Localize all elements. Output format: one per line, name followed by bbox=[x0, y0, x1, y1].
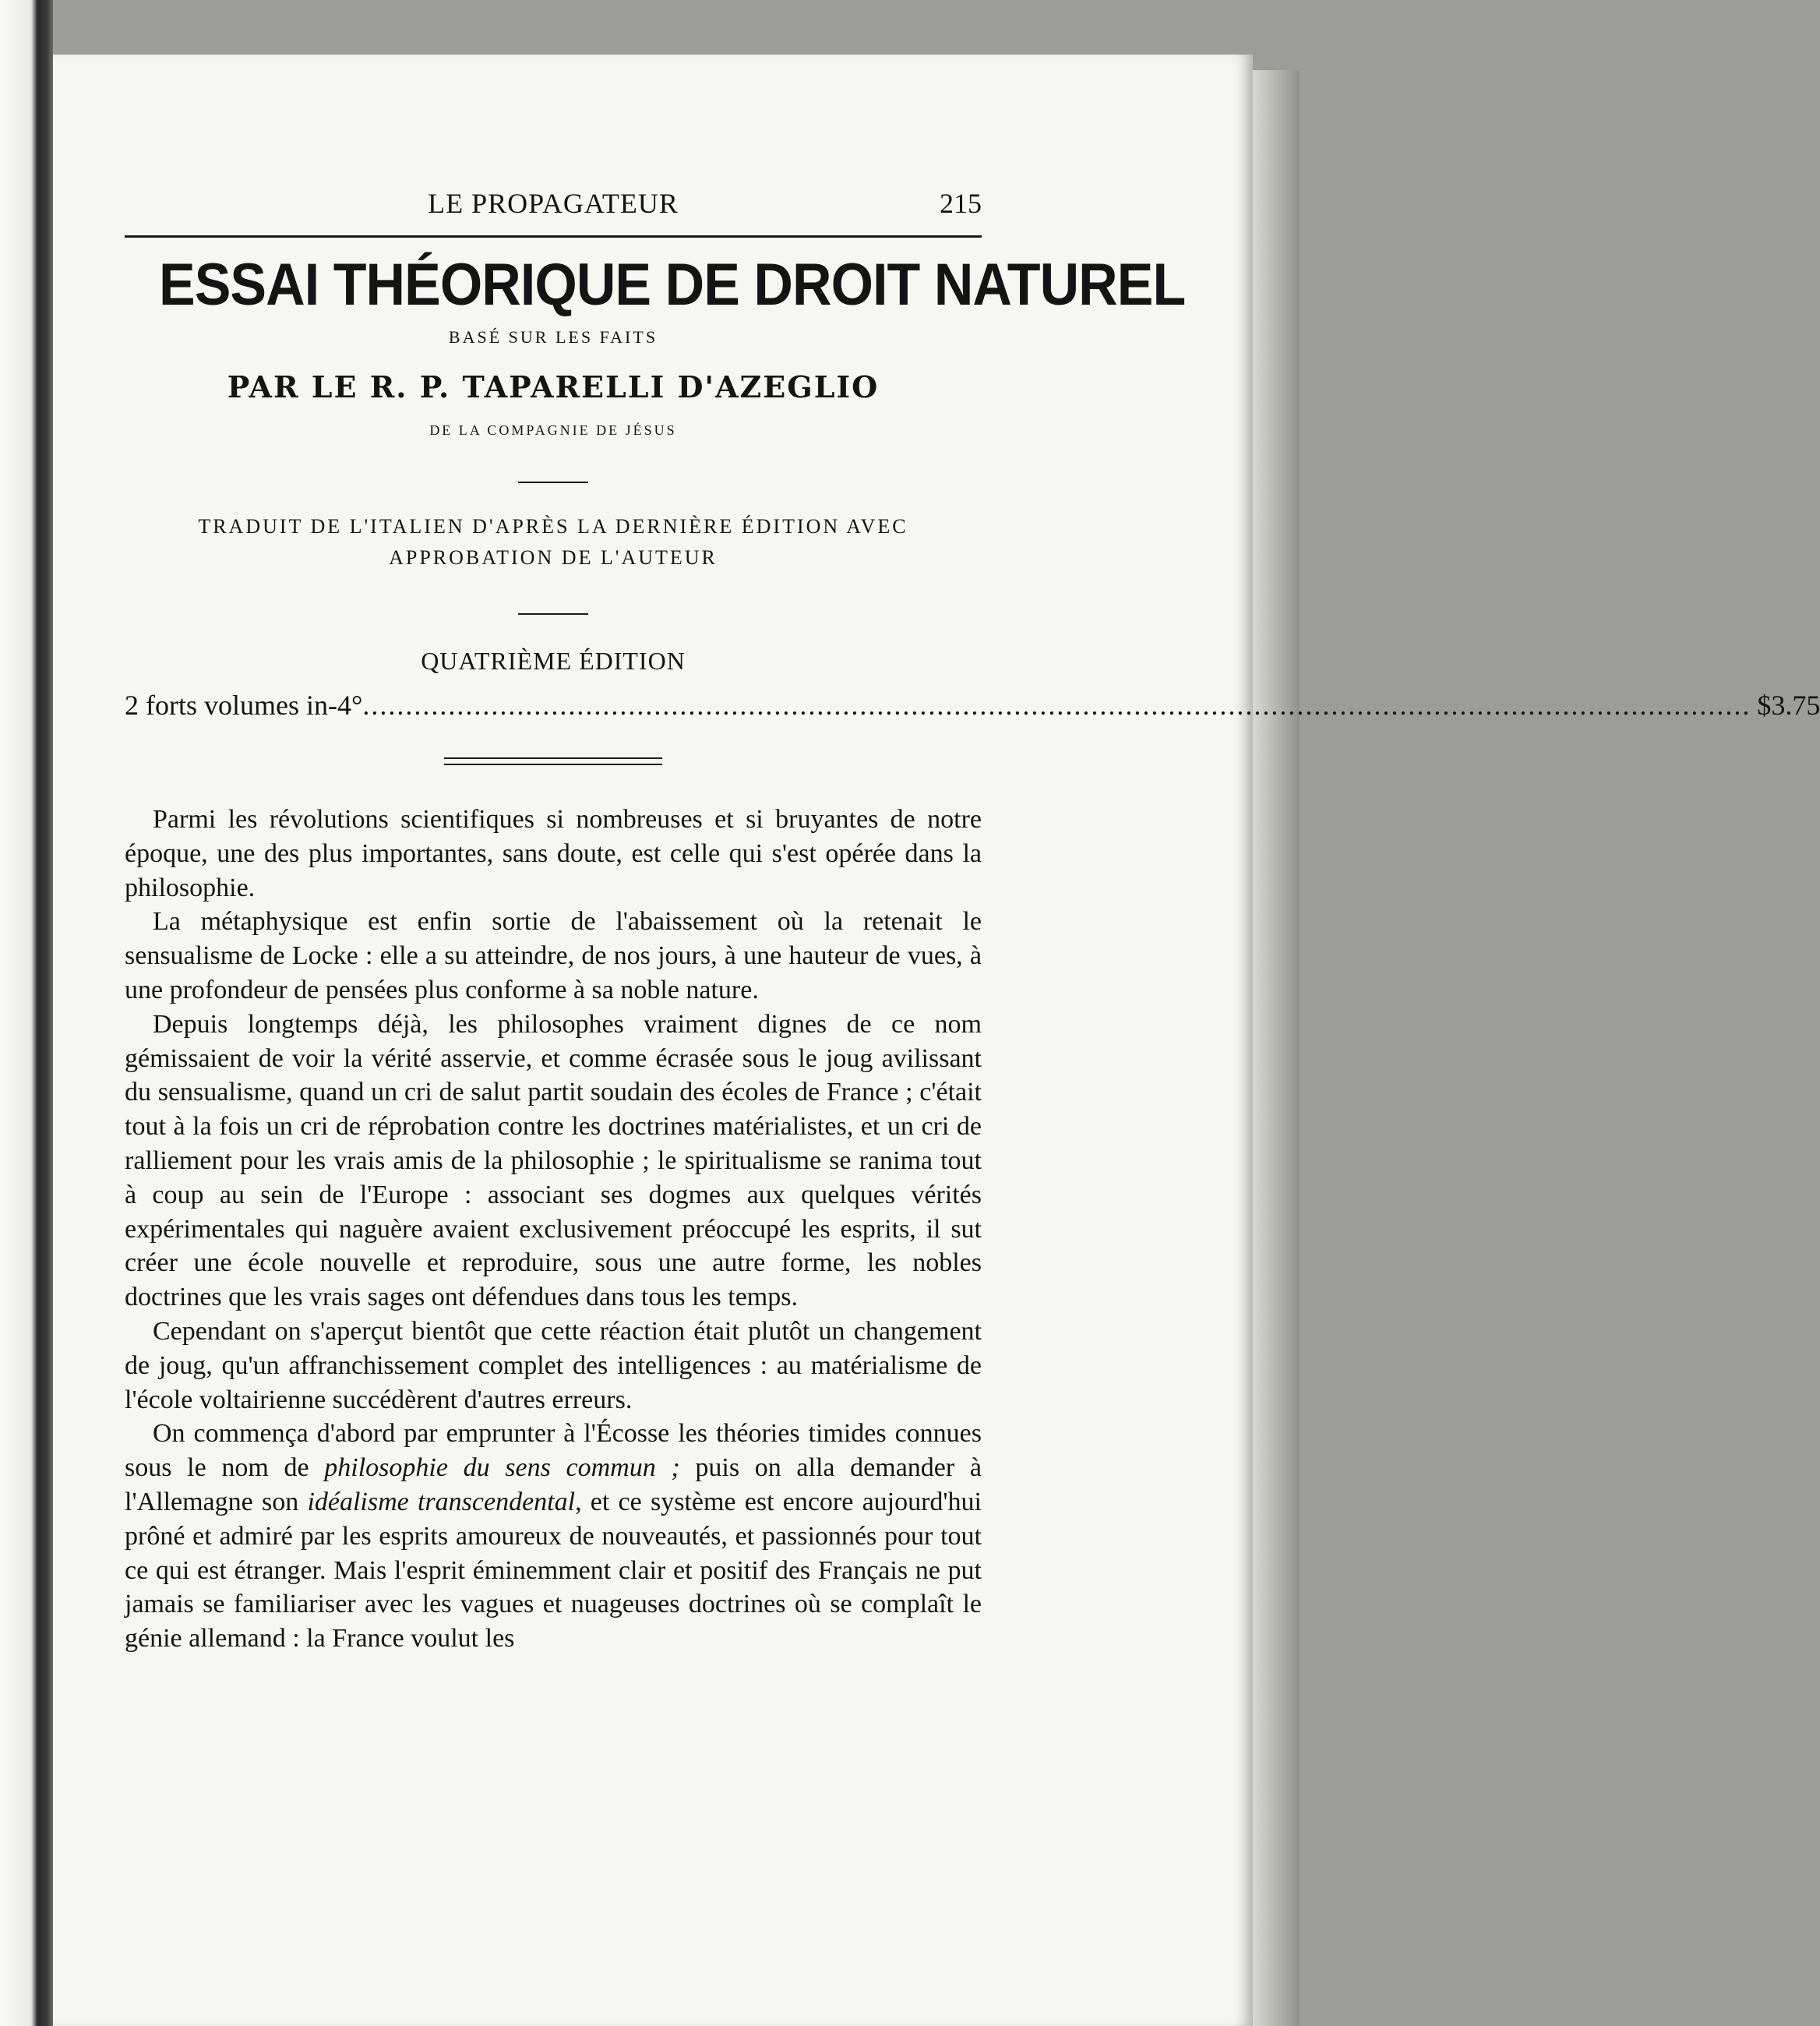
author-order: DE LA COMPAGNIE DE JÉSUS bbox=[429, 422, 677, 438]
running-head bbox=[125, 187, 982, 226]
price-description: 2 forts volumes in-4° bbox=[125, 690, 363, 721]
translation-note bbox=[125, 511, 982, 574]
book-author: PAR LE R. P. TAPARELLI D'AZEGLIO bbox=[227, 369, 880, 404]
header-rule bbox=[125, 235, 982, 238]
leader-dots: .................................................................................................................................................................. bbox=[362, 690, 1751, 721]
price-value: $3.75 bbox=[1757, 690, 1820, 721]
price-line bbox=[125, 689, 1820, 728]
translation-line-2: APPROBATION DE L'AUTEUR bbox=[389, 546, 718, 569]
book-spine-edge bbox=[0, 0, 53, 2026]
paragraph-text: puis on alla demander à l'Allemagne son bbox=[125, 1453, 982, 1516]
article-body bbox=[125, 803, 982, 1656]
italic-term: idéalisme transcendental bbox=[307, 1487, 576, 1516]
paragraph: Cependant on s'aperçut bientôt que cette réaction était plutôt un changement de joug, qu'un affranchissement complet des intelligences : au matérialisme de l'école voltairienne succédèrent d'autres erreurs. bbox=[125, 1316, 982, 1414]
running-title: LE PROPAGATEUR bbox=[428, 188, 679, 219]
translation-line-1: TRADUIT DE L'ITALIEN D'APRÈS LA DERNIÈRE ÉDITION AVEC bbox=[198, 515, 908, 538]
italic-term: philosophie du sens commun ; bbox=[324, 1453, 680, 1483]
paragraph-text: On commença d'abord par emprunter à l'Écosse les théories timides connues sous le nom de bbox=[125, 1419, 982, 1483]
edition-label: QUATRIÈME ÉDITION bbox=[421, 647, 686, 675]
divider-rule bbox=[518, 482, 588, 483]
page-edge bbox=[1253, 70, 1300, 2026]
paragraph: Depuis longtemps déjà, les philosophes vraiment dignes de ce nom gémissaient de voir la vérité asservie, et comme écrasée sous le joug avilissant du sensualisme, quand un cri de salut partit soudain des écoles de France ; c'était tout à la fois un cri de réprobation contre les doctrines matérialistes, et un cri de ralliement pour les vrais amis de la philosophie ; le spiritualisme se ranima tout à coup au sein de l'Europe : associant ses dogmes aux quelques vérités expérimentales qui naguère avaient exclusivement préoccupé les esprits, il sut créer une école nouvelle et reproduire, sous une autre forme, les nobles doctrines que les vrais sages ont défendues dans tous les temps. bbox=[125, 1009, 982, 1312]
paragraph: Parmi les révolutions scientifiques si nombreuses et si bruyantes de notre époque, une des plus importantes, sans doute, est celle qui s'est opérée dans la philosophie. bbox=[125, 805, 982, 902]
book-subtitle: BASÉ SUR LES FAITS bbox=[448, 327, 658, 347]
book-title: ESSAI THÉORIQUE DE DROIT NATUREL bbox=[159, 252, 1186, 318]
paragraph: La métaphysique est enfin sortie de l'abaissement où la retenait le sensualisme de Locke : elle a su atteindre, de nos jours, à une hauteur de vues, à une profondeur de pensées plus conforme à sa noble nature. bbox=[125, 907, 982, 1004]
divider-rule bbox=[518, 613, 588, 615]
scanned-page bbox=[53, 55, 1820, 2026]
page-number: 215 bbox=[940, 188, 982, 219]
section-double-rule bbox=[444, 757, 662, 765]
paragraph bbox=[125, 1417, 982, 1656]
paragraph-text: , et ce système est encore aujourd'hui prôné et admiré par les esprits amoureux de nouveautés, et passionnés pour tout ce qui est étranger. Mais l'esprit éminemment clair et positif des Français ne put jamais se familiariser avec les vagues et nuageuses doctrines où se complaît le génie allemand : la France voulut les bbox=[125, 1487, 982, 1654]
